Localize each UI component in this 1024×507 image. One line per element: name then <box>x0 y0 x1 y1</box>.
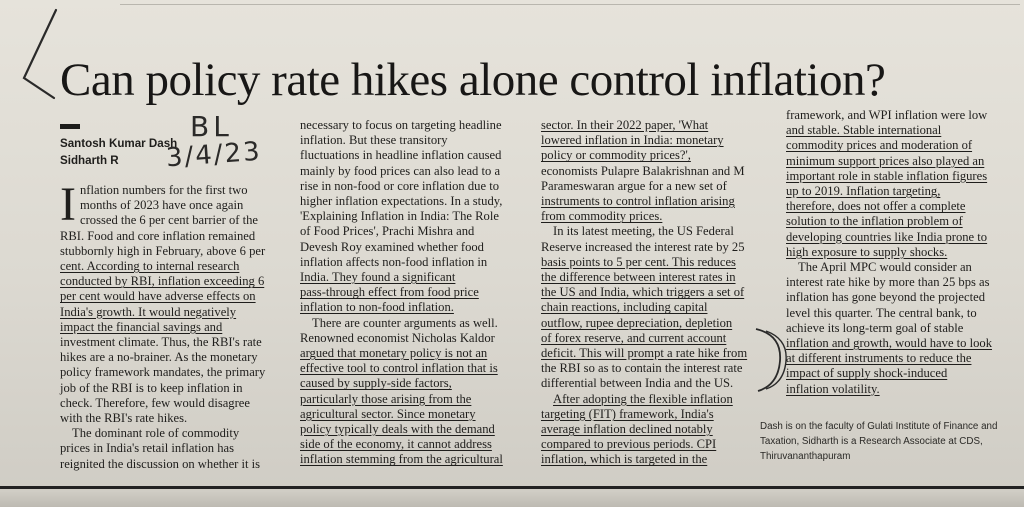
text-line: crossed the 6 per cent barrier of the <box>79 213 258 228</box>
footnote-line: Dash is on the faculty of Gulati Institute of Finance and <box>760 421 998 432</box>
text-line: inflation to non-food inflation. <box>300 300 454 315</box>
text-line: check. Therefore, few would disagree <box>60 395 250 410</box>
text-line: fluctuations in headline inflation caused <box>300 148 502 163</box>
text-line: and stable. Stable international <box>786 123 942 138</box>
text-line: instruments to control inflation arising <box>541 194 735 209</box>
bottom-rule <box>0 486 1024 489</box>
text-line: with the RBI's rate hikes. <box>60 411 188 426</box>
text-line: pass-through effect from food price <box>300 285 479 300</box>
text-line: inflation. But these transitory <box>300 133 448 148</box>
text-line: Devesh Roy examined whether food <box>300 239 484 254</box>
text-line: In its latest meeting, the US Federal <box>553 224 734 239</box>
handwritten-date: 3/4/23 <box>165 136 263 174</box>
text-line: 'Explaining Inflation in India: The Role <box>300 209 499 224</box>
text-line: the RBI so as to contain the interest rate <box>541 361 743 376</box>
text-line: conducted by RBI, inflation exceeding 6 <box>60 274 265 289</box>
text-line: argued that monetary policy is not an <box>300 346 488 361</box>
text-line: necessary to focus on targeting headline <box>300 118 502 132</box>
text-line: from commodity prices. <box>541 209 663 224</box>
text-line: of forex reserve, and current account <box>541 330 727 345</box>
text-line: RBI. Food and core inflation remained <box>60 228 256 243</box>
text-line: inflation volatility. <box>786 381 880 396</box>
footnote-line: Taxation, Sidharth is a Research Associate at CDS, <box>760 436 983 447</box>
text-line: There are counter arguments as well. <box>312 315 498 330</box>
text-line: stubbornly high in February, above 6 per <box>60 243 266 258</box>
author-2: Sidharth R <box>60 154 119 167</box>
text-line: job of the RBI is to keep inflation in <box>60 380 243 395</box>
text-line: average inflation declined notably <box>541 422 713 437</box>
text-line: impact of supply shock-induced <box>786 366 948 381</box>
text-line: commodity prices and moderation of <box>786 138 973 153</box>
text-line: outflow, rupee depreciation, depletion <box>541 315 733 330</box>
text-line: sector. In their 2022 paper, 'What <box>541 118 709 132</box>
text-line: cent. According to internal research <box>60 259 240 274</box>
paragraph-intro <box>60 178 282 472</box>
text-line: India. They found a significant <box>300 270 456 285</box>
text-line: nflation numbers for the first two <box>79 183 248 197</box>
text-line: the difference between interest rates in <box>541 270 736 285</box>
text-line: framework, and WPI inflation were low <box>786 108 988 122</box>
text-line: lowered inflation in India: monetary <box>541 133 724 148</box>
text-line: inflation stemming from the agricultural <box>300 452 503 467</box>
text-line: side of the economy, it cannot address <box>300 437 492 452</box>
text-line: inflation has gone beyond the projected <box>786 290 985 305</box>
pen-bracket-mark <box>14 6 64 106</box>
text-line: The April MPC would consider an <box>798 260 972 275</box>
text-line: inflation, which is targeted in the <box>541 452 708 467</box>
text-line: compared to previous periods. CPI <box>541 437 717 452</box>
text-line: at different instruments to reduce the <box>786 351 972 366</box>
text-line: differential between India and the US. <box>541 376 734 391</box>
text-line: of Food Prices', Prachi Mishra and <box>300 224 475 239</box>
text-line: effective tool to control inflation that is <box>300 361 498 376</box>
text-line: policy or commodity prices?', <box>541 148 691 163</box>
text-line: reignited the discussion on whether it is <box>60 456 261 471</box>
text-line: agricultural sector. Since monetary <box>300 406 476 421</box>
text-line: solution to the inflation problem of <box>786 214 963 229</box>
text-line: mainly by food prices can also lead to a <box>300 163 501 178</box>
author-1: Santosh Kumar Dash <box>60 137 178 150</box>
text-line: developing countries like India prone to <box>786 229 988 244</box>
text-line: important role in stable inflation figures <box>786 168 988 183</box>
text-line: level this quarter. The central bank, to <box>786 305 977 320</box>
text-line: high exposure to supply shocks. <box>786 244 948 259</box>
text-line: per cent would have adverse effects on <box>60 289 256 304</box>
text-line: therefore, does not offer a complete <box>786 199 966 214</box>
text-line: the US and India, which triggers a set of <box>541 285 745 300</box>
text-line: hikes are a no-brainer. As the monetary <box>60 350 258 365</box>
text-line: inflation affects non-food inflation in <box>300 254 488 269</box>
text-line: achieve its long-term goal of stable <box>786 320 964 335</box>
dropcap: I <box>60 178 76 231</box>
text-line: The dominant role of commodity <box>72 426 240 441</box>
top-rule <box>120 4 1020 5</box>
text-line: interest rate hike by more than 25 bps as <box>786 275 990 290</box>
text-line: deficit. This will prompt a rate hike from <box>541 346 748 361</box>
text-line: particularly those arising from the <box>300 391 472 406</box>
text-line: After adopting the flexible inflation <box>553 391 733 406</box>
text-line: India's growth. It would negatively <box>60 304 237 319</box>
text-line: chain reactions, including capital <box>541 300 708 315</box>
column-4 <box>786 108 1022 397</box>
column-3 <box>541 118 766 468</box>
bottom-edge <box>0 492 1024 507</box>
text-line: economists Pulapre Balakrishnan and M <box>541 163 745 178</box>
text-line: policy typically deals with the demand <box>300 422 495 437</box>
text-line: higher inflation expectations. In a study, <box>300 194 503 209</box>
text-line: rise in non-food or core inflation due to <box>300 178 499 193</box>
text-line: Renowned economist Nicholas Kaldor <box>300 330 495 345</box>
text-line: Parameswaran argue for a new set of <box>541 178 727 193</box>
column-2 <box>300 118 522 468</box>
text-line: caused by supply-side factors, <box>300 376 452 391</box>
text-line: months of 2023 have once again <box>79 198 244 213</box>
handwritten-bl: BL <box>190 110 233 143</box>
text-line: targeting (FIT) framework, India's <box>541 406 714 421</box>
text-line: policy framework mandates, the primary <box>60 365 266 380</box>
text-line: investment climate. Thus, the RBI's rate <box>60 335 262 350</box>
text-line: basis points to 5 per cent. This reduces <box>541 254 736 269</box>
text-line: impact the financial savings and <box>60 319 223 334</box>
text-line: prices in India's retail inflation has <box>60 441 234 456</box>
handwritten-date-note <box>165 110 263 174</box>
byline-bar <box>60 124 80 129</box>
footnote-line: Thiruvananthapuram <box>760 451 851 462</box>
text-line: inflation and growth, would have to look <box>786 336 993 351</box>
text-line: up to 2019. Inflation targeting, <box>786 184 941 199</box>
text-line: minimum support prices also played an <box>786 153 985 168</box>
text-line: Reserve increased the interest rate by 25 <box>541 239 745 254</box>
author-footnote <box>760 419 1022 464</box>
article-title: Can policy rate hikes alone control inflation? <box>60 54 886 106</box>
